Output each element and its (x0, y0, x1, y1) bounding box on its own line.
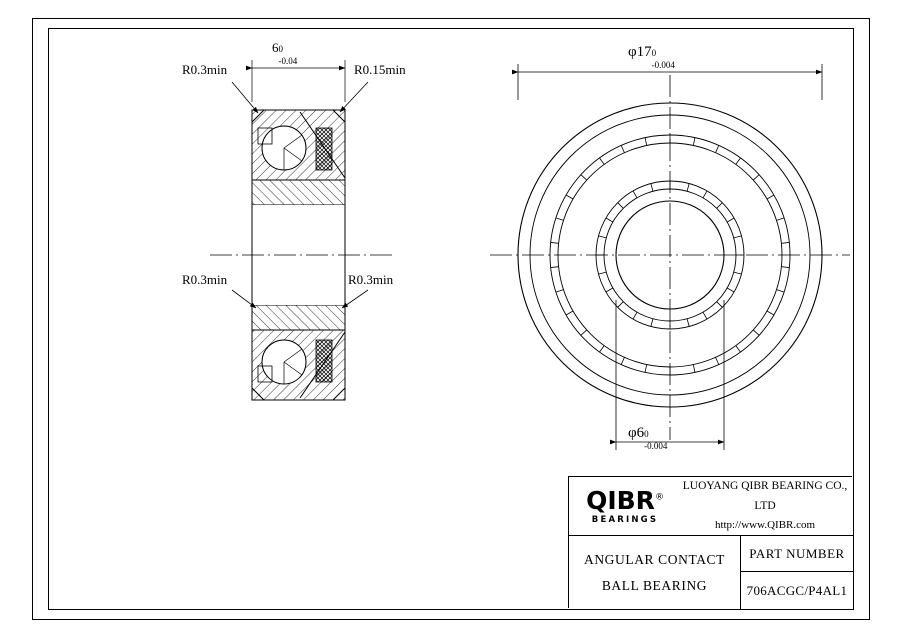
registered-trademark-icon: ® (654, 492, 664, 503)
product-line-2: BALL BEARING (601, 577, 708, 593)
qibr-logo (569, 485, 677, 525)
od-dimension-text (628, 44, 686, 70)
od-upper-tol: 0 (651, 48, 657, 58)
title-block-header (569, 477, 853, 535)
product-line-1: ANGULAR CONTACT (583, 551, 726, 567)
width-value: 6 (272, 40, 279, 55)
part-number-value: 706ACGC/P4AL1 (746, 582, 848, 598)
label-r03min-bottom-left: R0.3min (182, 272, 228, 287)
bore-upper-tol: 0 (644, 429, 649, 439)
od-symbol: φ (628, 44, 637, 60)
title-block-body (569, 535, 853, 609)
part-number-block (741, 536, 853, 609)
product-description (569, 536, 741, 609)
width-dimension-text (272, 40, 313, 66)
logo-wordmark (586, 485, 664, 515)
bore-symbol: φ (628, 425, 637, 441)
width-upper-tol: 0 (278, 44, 283, 54)
label-r03min-bottom-right: R0.3min (348, 272, 394, 287)
title-block (568, 476, 852, 608)
company-url: http://www.QIBR.com (714, 519, 816, 532)
od-value: 17 (636, 44, 652, 60)
logo-subtitle: BEARINGS (591, 514, 659, 525)
od-lower-tol: -0.004 (651, 60, 675, 70)
company-info (677, 477, 853, 535)
logo-text: QIBR (586, 485, 655, 515)
label-r015min-top-right: R0.15min (354, 62, 406, 77)
width-lower-tol: -0.04 (278, 56, 298, 66)
bore-lower-tol: -0.004 (644, 441, 668, 451)
bore-value: 6 (636, 425, 645, 441)
label-r03min-top-left: R0.3min (182, 62, 228, 77)
part-number-label: PART NUMBER (741, 536, 853, 572)
company-name: LUOYANG QIBR BEARING CO., LTD (682, 480, 848, 512)
bore-dimension-text (628, 425, 674, 451)
